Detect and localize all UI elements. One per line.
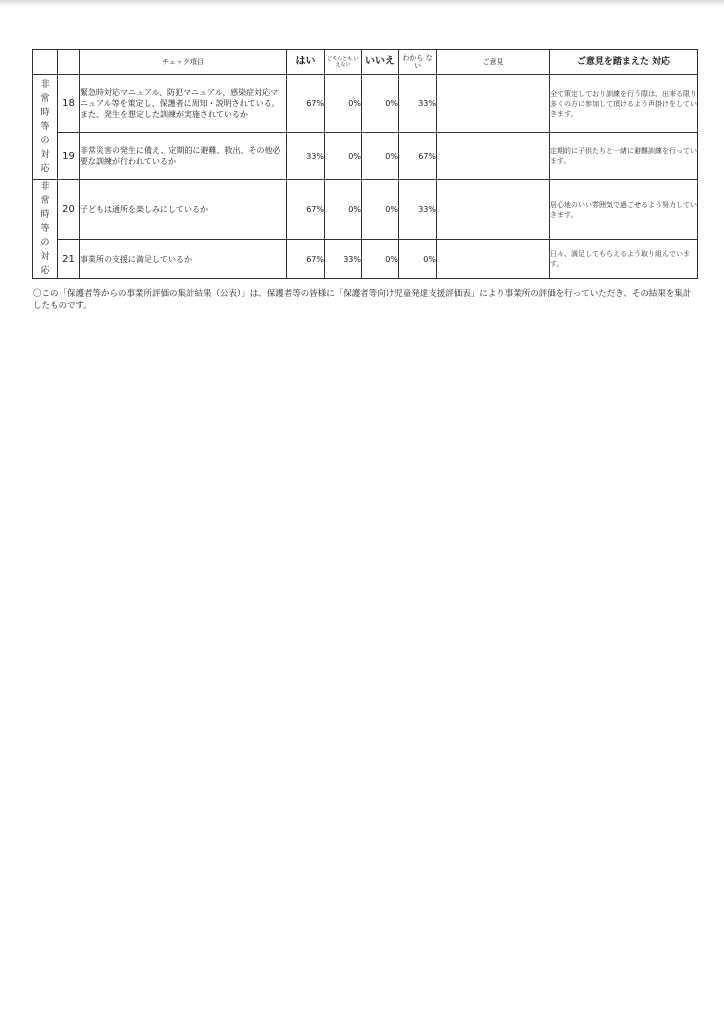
check-item-text: 非常災害の発生に備え、定期的に避難、救出、その他必要な訓練が行われているか bbox=[80, 133, 287, 180]
header-blank-number bbox=[58, 50, 80, 75]
header-unknown: わから ない bbox=[399, 50, 437, 75]
no-percent: 0% bbox=[362, 75, 399, 133]
footnote: 〇この「保護者等からの事業所評価の集計結果（公表）」は、保護者等の皆様に「保護者等向け児童発達支援評価表」により事業所の評価を行っていただき、その結果を集計したものです。 bbox=[33, 289, 692, 311]
header-opinion: ご意見 bbox=[437, 50, 550, 75]
unknown-percent: 67% bbox=[399, 133, 437, 180]
scan-edge bbox=[0, 0, 724, 6]
neither-percent: 0% bbox=[325, 75, 362, 133]
table-row bbox=[33, 75, 698, 133]
header-neither: どちらとも いえない bbox=[325, 50, 362, 75]
yes-percent: 67% bbox=[287, 75, 325, 133]
header-check-item: チェック項目 bbox=[80, 50, 287, 75]
check-item-text: 緊急時対応マニュアル、防犯マニュアル、感染症対応マニュアル等を策定し、保護者に周知・説明されている。また、発生を想定した訓練が実施されているか bbox=[80, 75, 287, 133]
check-item-text: 子どもは通所を楽しみにしているか bbox=[80, 180, 287, 240]
row-number: 19 bbox=[58, 133, 80, 180]
category-cell-emergency-2: 非 常 時 等 の 対 応 bbox=[33, 180, 58, 279]
table-row bbox=[33, 240, 698, 279]
header-blank-category bbox=[33, 50, 58, 75]
table-row bbox=[33, 133, 698, 180]
response-text: 全て策定しており訓練を行う際は、出来る限り多くの方に参加して頂けるよう声掛けをしていきます。 bbox=[550, 75, 698, 133]
neither-percent: 0% bbox=[325, 133, 362, 180]
no-percent: 0% bbox=[362, 240, 399, 279]
row-number: 20 bbox=[58, 180, 80, 240]
header-yes: はい bbox=[287, 50, 325, 75]
opinion-cell bbox=[437, 180, 550, 240]
yes-percent: 33% bbox=[287, 133, 325, 180]
response-text: 日々、満足してもらえるよう取り組んでいます。 bbox=[550, 240, 698, 279]
unknown-percent: 0% bbox=[399, 240, 437, 279]
table-row bbox=[33, 180, 698, 240]
yes-percent: 67% bbox=[287, 240, 325, 279]
unknown-percent: 33% bbox=[399, 180, 437, 240]
opinion-cell bbox=[437, 133, 550, 180]
yes-percent: 67% bbox=[287, 180, 325, 240]
neither-percent: 33% bbox=[325, 240, 362, 279]
row-number: 21 bbox=[58, 240, 80, 279]
no-percent: 0% bbox=[362, 180, 399, 240]
evaluation-table bbox=[32, 49, 698, 279]
header-response: ご意見を踏まえた 対応 bbox=[550, 50, 698, 75]
header-no: いいえ bbox=[362, 50, 399, 75]
opinion-cell bbox=[437, 75, 550, 133]
response-text: 定期的に子供たちと一緒に避難訓練を行っています。 bbox=[550, 133, 698, 180]
response-text: 居心地のいい雰囲気で過ごせるよう努力していきます。 bbox=[550, 180, 698, 240]
row-number: 18 bbox=[58, 75, 80, 133]
opinion-cell bbox=[437, 240, 550, 279]
neither-percent: 0% bbox=[325, 180, 362, 240]
table-header-row bbox=[33, 50, 698, 75]
category-cell-emergency: 非 常 時 等 の 対 応 bbox=[33, 75, 58, 180]
no-percent: 0% bbox=[362, 133, 399, 180]
unknown-percent: 33% bbox=[399, 75, 437, 133]
check-item-text: 事業所の支援に満足しているか bbox=[80, 240, 287, 279]
